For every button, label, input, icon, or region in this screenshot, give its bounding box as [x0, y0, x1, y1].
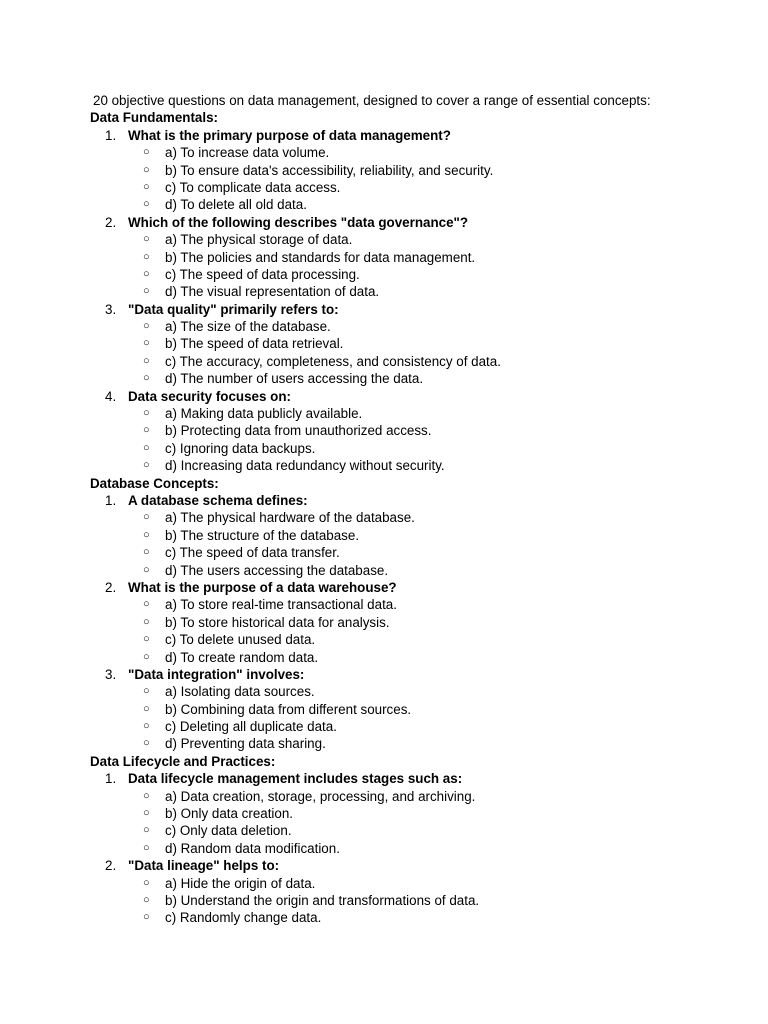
answer-option [0, 544, 768, 561]
question-text: Data lifecycle management includes stages such as: [128, 771, 463, 787]
answer-option-text: c) Only data deletion. [165, 823, 292, 839]
hollow-circle-bullet-icon: ○ [143, 198, 150, 211]
question [0, 301, 768, 318]
answer-option-text: c) Randomly change data. [165, 910, 322, 926]
hollow-circle-bullet-icon: ○ [143, 893, 150, 906]
hollow-circle-bullet-icon: ○ [143, 424, 150, 437]
answer-option [0, 527, 768, 544]
answer-option [0, 249, 768, 266]
answer-option [0, 683, 768, 700]
answer-option-text: d) To create random data. [165, 649, 319, 665]
answer-option-text: a) The size of the database. [165, 319, 331, 335]
hollow-circle-bullet-icon: ○ [143, 563, 150, 576]
question-number: 3. [105, 666, 117, 682]
answer-option [0, 718, 768, 735]
question-text: Which of the following describes "data governance"? [128, 214, 469, 230]
hollow-circle-bullet-icon: ○ [143, 441, 150, 454]
hollow-circle-bullet-icon: ○ [143, 337, 150, 350]
answer-option [0, 614, 768, 631]
answer-option [0, 892, 768, 909]
answer-option [0, 405, 768, 422]
hollow-circle-bullet-icon: ○ [143, 528, 150, 541]
answer-option-text: c) Ignoring data backups. [165, 440, 316, 456]
answer-option [0, 422, 768, 439]
answer-option-text: d) The visual representation of data. [165, 284, 380, 300]
answer-option [0, 231, 768, 248]
answer-option-text: b) To store historical data for analysis. [165, 614, 390, 630]
section-heading: Data Fundamentals: [90, 110, 218, 126]
answer-option-text: c) To complicate data access. [165, 179, 341, 195]
answer-option [0, 596, 768, 613]
answer-option [0, 631, 768, 648]
answer-option-text: b) Protecting data from unauthorized access. [165, 423, 432, 439]
answer-option-text: c) The speed of data processing. [165, 266, 360, 282]
question-text: Data security focuses on: [128, 388, 291, 404]
hollow-circle-bullet-icon: ○ [143, 702, 150, 715]
hollow-circle-bullet-icon: ○ [143, 372, 150, 385]
question-text: What is the purpose of a data warehouse? [128, 579, 397, 595]
hollow-circle-bullet-icon: ○ [143, 720, 150, 733]
section-heading: Database Concepts: [90, 475, 219, 491]
answer-option [0, 509, 768, 526]
answer-option [0, 840, 768, 857]
answer-option [0, 179, 768, 196]
answer-option-text: a) The physical storage of data. [165, 232, 353, 248]
answer-option [0, 805, 768, 822]
question [0, 388, 768, 405]
question [0, 579, 768, 596]
answer-option-text: b) To ensure data's accessibility, reliability, and security. [165, 162, 494, 178]
question-number: 1. [105, 127, 117, 143]
answer-option [0, 735, 768, 752]
question [0, 492, 768, 509]
answer-option [0, 353, 768, 370]
section-heading: Data Lifecycle and Practices: [90, 753, 276, 769]
hollow-circle-bullet-icon: ○ [143, 233, 150, 246]
answer-option [0, 788, 768, 805]
answer-option-text: d) Increasing data redundancy without security. [165, 458, 445, 474]
question-text: "Data lineage" helps to: [128, 858, 280, 874]
answer-option-text: d) To delete all old data. [165, 197, 307, 213]
question-number: 4. [105, 388, 117, 404]
answer-option-text: c) To delete unused data. [165, 632, 316, 648]
hollow-circle-bullet-icon: ○ [143, 163, 150, 176]
question-text: "Data quality" primarily refers to: [128, 301, 339, 317]
hollow-circle-bullet-icon: ○ [143, 407, 150, 420]
question-number: 2. [105, 858, 117, 874]
answer-option-text: c) The accuracy, completeness, and consistency of data. [165, 353, 501, 369]
answer-option-text: a) Data creation, storage, processing, and archiving. [165, 788, 476, 804]
answer-option-text: b) Only data creation. [165, 806, 294, 822]
answer-option-text: b) The structure of the database. [165, 527, 360, 543]
answer-option-text: d) The users accessing the database. [165, 562, 389, 578]
answer-option [0, 144, 768, 161]
hollow-circle-bullet-icon: ○ [143, 789, 150, 802]
hollow-circle-bullet-icon: ○ [143, 511, 150, 524]
question-text: A database schema defines: [128, 492, 308, 508]
answer-option [0, 701, 768, 718]
answer-option-text: b) Understand the origin and transformations of data. [165, 892, 480, 908]
hollow-circle-bullet-icon: ○ [143, 807, 150, 820]
answer-option-text: b) The policies and standards for data management. [165, 249, 476, 265]
question [0, 214, 768, 231]
sections-container [0, 109, 768, 926]
question-number: 1. [105, 771, 117, 787]
hollow-circle-bullet-icon: ○ [143, 737, 150, 750]
answer-option [0, 318, 768, 335]
answer-option-text: a) Isolating data sources. [165, 684, 315, 700]
answer-option-text: b) Combining data from different sources. [165, 701, 412, 717]
question [0, 127, 768, 144]
answer-option-text: a) Hide the origin of data. [165, 875, 316, 891]
answer-option-text: c) Deleting all duplicate data. [165, 719, 337, 735]
answer-option [0, 649, 768, 666]
answer-option-text: b) The speed of data retrieval. [165, 336, 344, 352]
hollow-circle-bullet-icon: ○ [143, 250, 150, 263]
answer-option [0, 562, 768, 579]
hollow-circle-bullet-icon: ○ [143, 841, 150, 854]
answer-option [0, 196, 768, 213]
question [0, 857, 768, 874]
hollow-circle-bullet-icon: ○ [143, 146, 150, 159]
answer-option [0, 370, 768, 387]
hollow-circle-bullet-icon: ○ [143, 685, 150, 698]
hollow-circle-bullet-icon: ○ [143, 354, 150, 367]
hollow-circle-bullet-icon: ○ [143, 911, 150, 924]
answer-option [0, 457, 768, 474]
answer-option-text: a) To increase data volume. [165, 145, 330, 161]
question-number: 1. [105, 492, 117, 508]
answer-option-text: a) The physical hardware of the database. [165, 510, 415, 526]
hollow-circle-bullet-icon: ○ [143, 615, 150, 628]
question-number: 2. [105, 214, 117, 230]
question [0, 770, 768, 787]
answer-option [0, 266, 768, 283]
answer-option [0, 440, 768, 457]
hollow-circle-bullet-icon: ○ [143, 633, 150, 646]
hollow-circle-bullet-icon: ○ [143, 285, 150, 298]
intro-text: 20 objective questions on data management, designed to cover a range of essential concepts: [93, 93, 651, 108]
answer-option-text: c) The speed of data transfer. [165, 545, 340, 561]
answer-option [0, 875, 768, 892]
hollow-circle-bullet-icon: ○ [143, 876, 150, 889]
question-text: "Data integration" involves: [128, 666, 305, 682]
answer-option-text: d) Preventing data sharing. [165, 736, 326, 752]
question-text: What is the primary purpose of data management? [128, 127, 451, 143]
answer-option-text: a) To store real-time transactional data. [165, 597, 397, 613]
hollow-circle-bullet-icon: ○ [143, 546, 150, 559]
document-page [0, 92, 768, 927]
hollow-circle-bullet-icon: ○ [143, 598, 150, 611]
answer-option [0, 283, 768, 300]
answer-option [0, 335, 768, 352]
answer-option [0, 162, 768, 179]
question-number: 3. [105, 301, 117, 317]
hollow-circle-bullet-icon: ○ [143, 320, 150, 333]
question-number: 2. [105, 579, 117, 595]
hollow-circle-bullet-icon: ○ [143, 824, 150, 837]
answer-option [0, 909, 768, 926]
answer-option-text: d) Random data modification. [165, 840, 340, 856]
answer-option-text: a) Making data publicly available. [165, 406, 363, 422]
hollow-circle-bullet-icon: ○ [143, 267, 150, 280]
hollow-circle-bullet-icon: ○ [143, 180, 150, 193]
hollow-circle-bullet-icon: ○ [143, 650, 150, 663]
answer-option-text: d) The number of users accessing the data. [165, 371, 424, 387]
hollow-circle-bullet-icon: ○ [143, 459, 150, 472]
answer-option [0, 822, 768, 839]
question [0, 666, 768, 683]
